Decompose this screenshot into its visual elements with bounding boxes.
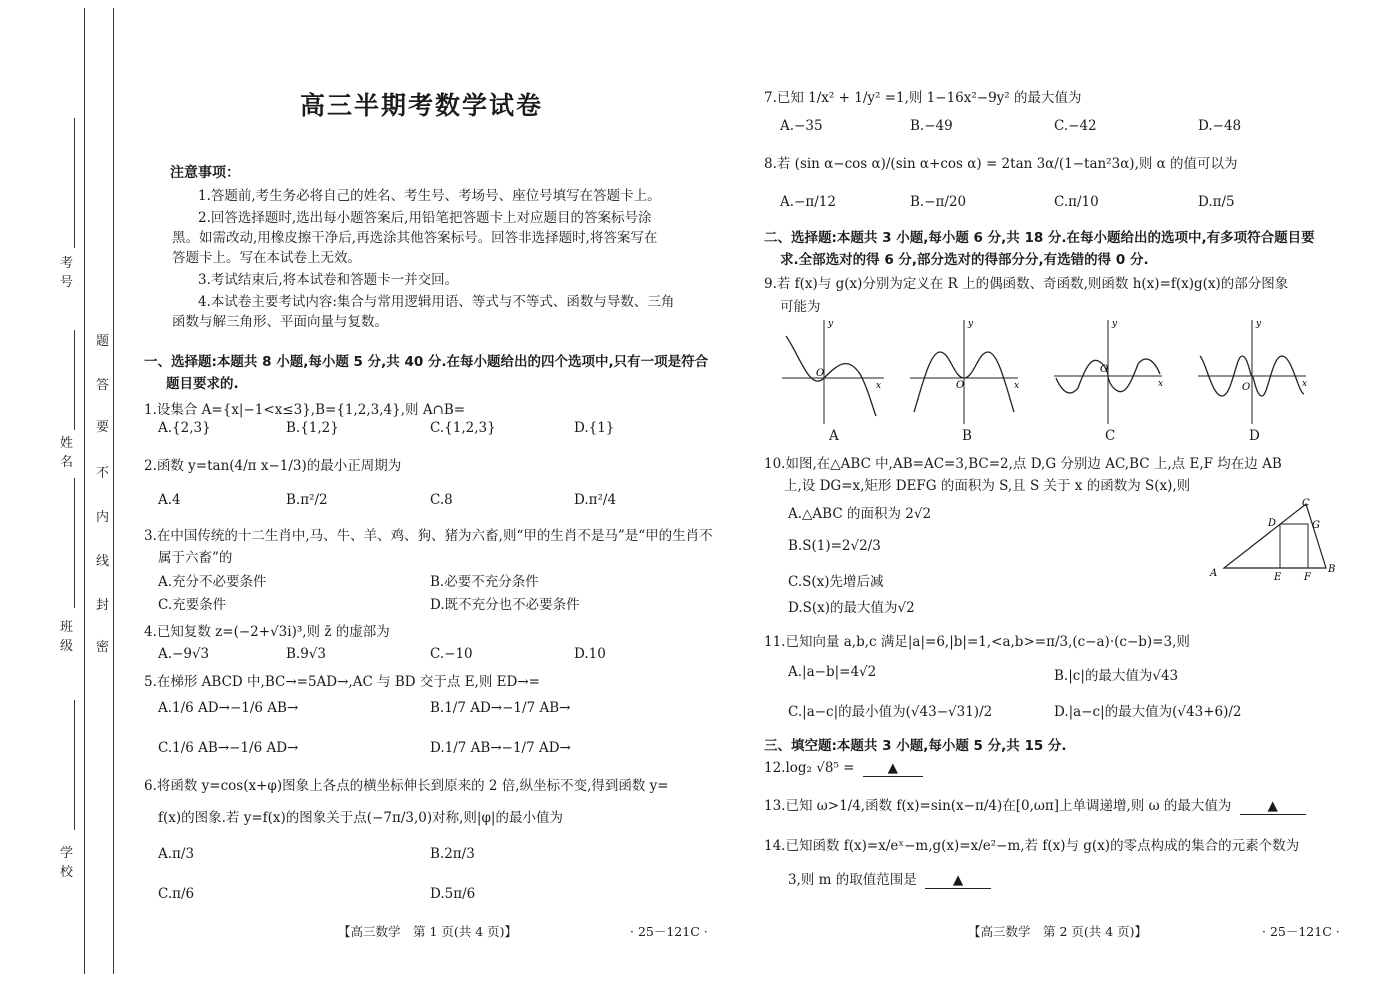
section-heading: 题目要求的. (166, 376, 239, 392)
q9-graph-label: D (1249, 428, 1260, 444)
class-label: 班级 (60, 620, 74, 654)
svg-text:x: x (1302, 379, 1308, 389)
q8-option: C.π/10 (1054, 194, 1099, 210)
note-line: 2.回答选择题时,选出每小题答案后,用铅笔把答题卡上对应题目的答案标号涂 (198, 210, 652, 226)
seal-char: 要 (96, 420, 110, 435)
q1-option: B.{1,2} (286, 420, 339, 436)
svg-text:y: y (828, 319, 834, 329)
svg-text:x: x (1158, 379, 1164, 389)
answer-blank: ▲ (863, 760, 923, 777)
q9-graph-b (908, 316, 1023, 426)
q9-graph-label: C (1105, 428, 1116, 444)
svg-text:O: O (956, 380, 965, 391)
binding-line-right (113, 8, 114, 974)
q9-graph-a (780, 316, 890, 426)
q2-option: C.8 (430, 492, 453, 508)
note-line: 黑。如需改动,用橡皮擦干净后,再选涂其他答案标号。回答非选择题时,将答案写在 (172, 230, 658, 246)
q7-option: A.−35 (780, 118, 823, 134)
q4-option: A.−9√3 (158, 646, 210, 662)
q2-option: D.π²/4 (574, 492, 617, 508)
q7-option: C.−42 (1054, 118, 1097, 134)
note-line: 函数与解三角形、平面向量与复数。 (172, 314, 388, 330)
question-9: 9.若 f(x)与 g(x)分别为定义在 R 上的偶函数、奇函数,则函数 h(x)=f(x)g(x)的部分图象 (764, 276, 1289, 292)
notes-heading: 注意事项： (170, 165, 240, 181)
svg-text:O: O (1242, 382, 1251, 393)
question-6: 6.将函数 y=cos(x+φ)图象上各点的横坐标伸长到原来的 2 倍,纵坐标不变,得到函数 y= (144, 778, 669, 794)
question-7: 7.已知 1/x² + 1/y² =1,则 1−16x²−9y² 的最大值为 (764, 90, 1082, 106)
q3-option: D.既不充分也不必要条件 (430, 597, 580, 613)
q14-text: 3,则 m 的取值范围是 (788, 872, 917, 888)
page1-footer: 【高三数学 第 1 页(共 4 页)】 (338, 924, 518, 939)
q4-option: D.10 (574, 646, 606, 662)
svg-text:y: y (968, 319, 974, 329)
question-3: 3.在中国传统的十二生肖中,马、牛、羊、鸡、狗、猪为六畜,则“甲的生肖不是马”是“甲的生肖不 (144, 528, 713, 544)
name-label: 姓名 (60, 436, 74, 470)
q5-option: D.1/7 AB→−1/7 AD→ (430, 740, 571, 756)
exam-no-underline (74, 118, 75, 248)
question-14-cont (788, 868, 991, 889)
q10-option: D.S(x)的最大值为√2 (788, 600, 915, 616)
q1-option: D.{1} (574, 420, 615, 436)
q10-option: A.△ABC 的面积为 2√2 (788, 506, 932, 522)
q8-option: B.−π/20 (910, 194, 967, 210)
fig-label-b: B (1328, 564, 1336, 575)
q11-option: B.|c|的最大值为√43 (1054, 668, 1179, 684)
fig-label-f: F (1304, 572, 1311, 582)
svg-text:x: x (1014, 381, 1020, 391)
fig-label-d: D (1268, 518, 1277, 529)
question-1: 1.设集合 A={x|−1<x≤3},B={1,2,3,4},则 A∩B= (144, 402, 466, 418)
note-line: 答题卡上。写在本试卷上无效。 (172, 250, 361, 266)
q4-option: C.−10 (430, 646, 473, 662)
seal-char: 不 (96, 466, 110, 481)
question-3-cont: 属于六畜”的 (158, 550, 233, 566)
q7-option: D.−48 (1198, 118, 1242, 134)
q11-option: A.|a−b|=4√2 (788, 664, 877, 680)
seal-char: 线 (96, 554, 110, 569)
question-10: 10.如图,在△ABC 中,AB=AC=3,BC=2,点 D,G 分别边 AC,BC 上,点 E,F 均在边 AB (764, 456, 1282, 472)
question-10-cont: 上,设 DG=x,矩形 DEFG 的面积为 S,且 S 关于 x 的函数为 S(x),则 (784, 478, 1191, 494)
q11-option: D.|a−c|的最大值为(√43+6)/2 (1054, 704, 1242, 720)
q1-option: A.{2,3} (158, 420, 211, 436)
question-6-cont: f(x)的图象.若 y=f(x)的图象关于点(−7π/3,0)对称,则|φ|的最小值为 (158, 810, 563, 826)
question-13 (764, 794, 1306, 815)
q9-graph-c (1052, 316, 1167, 426)
section-heading: 一、选择题:本题共 8 小题,每小题 5 分,共 40 分.在每小题给出的四个选项中,只有一项是符合 (144, 354, 709, 370)
class-underline (74, 478, 75, 608)
q3-option: A.充分不必要条件 (158, 574, 267, 590)
q8-option: D.π/5 (1198, 194, 1235, 210)
fig-label-e: E (1274, 572, 1282, 582)
note-line: 3.考试结束后,将本试卷和答题卡一并交回。 (198, 272, 459, 288)
note-line: 4.本试卷主要考试内容:集合与常用逻辑用语、等式与不等式、函数与导数、三角 (198, 294, 675, 310)
answer-blank: ▲ (925, 872, 991, 889)
q12-text: 12.log₂ √8⁵ = (764, 760, 855, 776)
svg-text:O: O (1100, 364, 1109, 375)
question-4: 4.已知复数 z=(−2+√3i)³,则 z̄ 的虚部为 (144, 624, 390, 640)
q9-graph-d (1196, 316, 1311, 426)
q10-triangle-figure (1206, 494, 1336, 582)
school-label: 学校 (60, 846, 74, 880)
question-9-cont: 可能为 (780, 299, 821, 315)
q8-option: A.−π/12 (780, 194, 836, 210)
q10-option: C.S(x)先增后减 (788, 574, 884, 590)
binding-line-left (84, 8, 85, 974)
school-underline (74, 700, 75, 830)
q5-option: B.1/7 AD→−1/7 AB→ (430, 700, 571, 716)
q9-graph-label: B (962, 428, 972, 444)
svg-text:y: y (1256, 319, 1262, 329)
section-heading: 求.全部选对的得 6 分,部分选对的得部分分,有选错的得 0 分. (780, 252, 1149, 268)
fig-label-c: C (1302, 498, 1310, 509)
q6-option: C.π/6 (158, 886, 195, 902)
q2-option: B.π²/2 (286, 492, 328, 508)
seal-char: 题 (96, 334, 110, 349)
section-heading: 三、填空题:本题共 3 小题,每小题 5 分,共 15 分. (764, 738, 1067, 754)
q1-option: C.{1,2,3} (430, 420, 496, 436)
q6-option: D.5π/6 (430, 886, 476, 902)
svg-text:x: x (876, 381, 882, 391)
page2-code: · 25－121C · (1262, 924, 1340, 939)
seal-char: 密 (96, 640, 110, 655)
q5-option: C.1/6 AB→−1/6 AD→ (158, 740, 299, 756)
question-14: 14.已知函数 f(x)=x/eˣ−m,g(x)=x/e²−m,若 f(x)与 g(x)的零点构成的集合的元素个数为 (764, 838, 1300, 854)
q10-option: B.S(1)=2√2/3 (788, 538, 881, 554)
q9-graph-label: A (829, 428, 839, 444)
svg-text:y: y (1112, 319, 1118, 329)
q3-option: B.必要不充分条件 (430, 574, 539, 590)
page2-footer: 【高三数学 第 2 页(共 4 页)】 (968, 924, 1148, 939)
question-8: 8.若 (sin α−cos α)/(sin α+cos α) = 2tan 3α/(1−tan²3α),则 α 的值可以为 (764, 156, 1238, 172)
q7-option: B.−49 (910, 118, 953, 134)
q3-option: C.充要条件 (158, 597, 227, 613)
question-11: 11.已知向量 a,b,c 满足|a|=6,|b|=1,<a,b>=π/3,(c−a)·(c−b)=3,则 (764, 634, 1190, 650)
fig-label-a: A (1210, 568, 1218, 579)
exam-no-label: 考号 (60, 256, 74, 290)
question-5: 5.在梯形 ABCD 中,BC→=5AD→,AC 与 BD 交于点 E,则 ED→= (144, 674, 540, 690)
fig-label-g: G (1312, 520, 1320, 531)
seal-char: 答 (96, 378, 110, 393)
note-line: 1.答题前,考生务必将自己的姓名、考生号、考场号、座位号填写在答题卡上。 (198, 188, 661, 204)
q6-option: A.π/3 (158, 846, 195, 862)
answer-blank: ▲ (1240, 798, 1306, 815)
question-12 (764, 760, 923, 777)
q13-text: 13.已知 ω>1/4,函数 f(x)=sin(x−π/4)在[0,ωπ]上单调递增,则 ω 的最大值为 (764, 798, 1232, 814)
name-underline (74, 330, 75, 430)
q4-option: B.9√3 (286, 646, 326, 662)
q5-option: A.1/6 AD→−1/6 AB→ (158, 700, 299, 716)
page1-code: · 25－121C · (630, 924, 708, 939)
q11-option: C.|a−c|的最小值为(√43−√31)/2 (788, 704, 993, 720)
page-title: 高三半期考数学试卷 (300, 91, 544, 120)
q6-option: B.2π/3 (430, 846, 475, 862)
section-heading: 二、选择题:本题共 3 小题,每小题 6 分,共 18 分.在每小题给出的选项中,有多项符合题目要 (764, 230, 1315, 246)
svg-text:O: O (816, 368, 825, 379)
seal-char: 封 (96, 598, 110, 613)
q2-option: A.4 (158, 492, 181, 508)
question-2: 2.函数 y=tan(4/π x−1/3)的最小正周期为 (144, 458, 402, 474)
seal-char: 内 (96, 510, 110, 525)
